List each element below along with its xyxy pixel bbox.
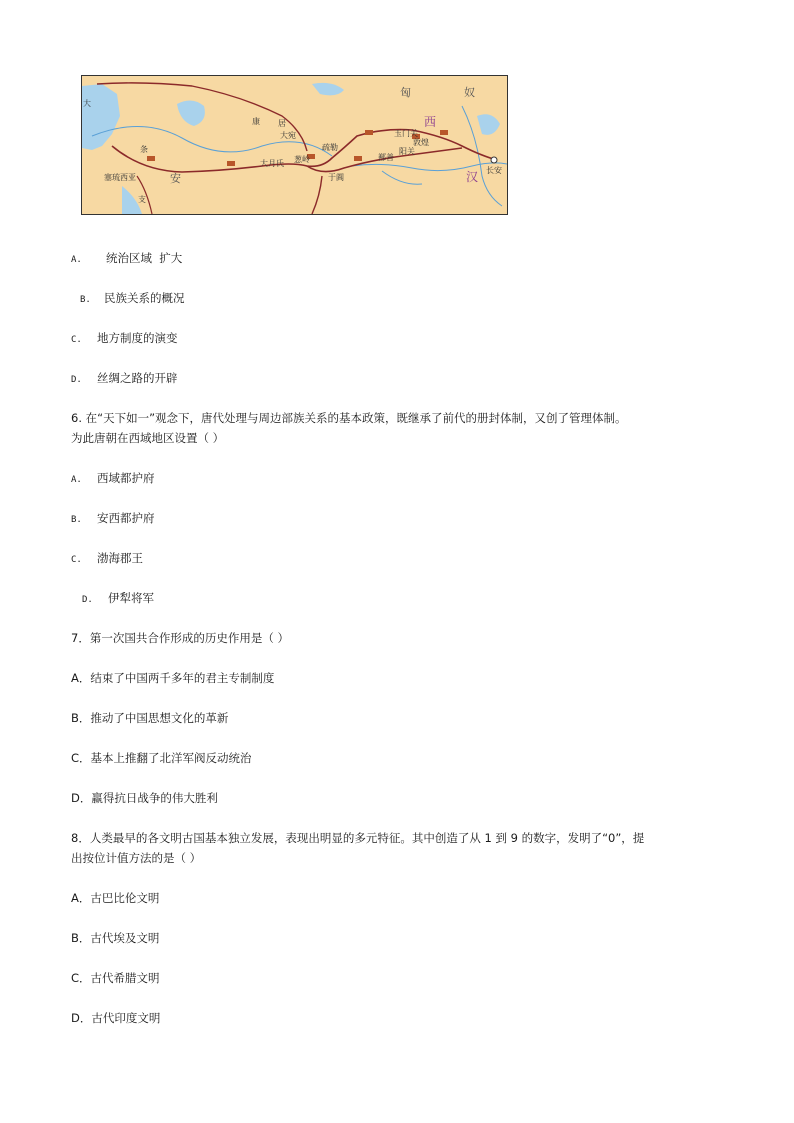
- changan-marker: [491, 157, 497, 163]
- map-label-kang: 康: [252, 117, 260, 126]
- option-text: 地方制度的演变: [97, 331, 178, 345]
- option-letter: B.: [71, 515, 82, 525]
- q6-stem-line2: 为此唐朝在西域地区设置（ ）: [71, 431, 225, 445]
- q6-option-b: [71, 511, 155, 527]
- map-label-dayuezhi: 大月氏: [260, 159, 284, 168]
- q7-option-b: B．推动了中国思想文化的革新: [71, 711, 229, 725]
- map-label-seleucia: 塞琉西亚: [104, 173, 136, 182]
- q7-stem: 7．第一次国共合作形成的历史作用是（ ）: [71, 631, 289, 645]
- option-letter: C.: [71, 555, 82, 565]
- q8-option-b: B．古代埃及文明: [71, 931, 160, 945]
- q5-option-b: [80, 291, 185, 307]
- q8-stem-line2: 出按位计值方法的是（ ）: [71, 851, 202, 865]
- map-label-yutian: 于阗: [328, 173, 344, 182]
- option-letter: C.: [71, 335, 82, 345]
- option-text: 安西都护府: [97, 511, 155, 525]
- map-graphic: [82, 76, 507, 214]
- map-label-shanshan: 鄯善: [378, 153, 394, 162]
- map-label-ju: 居: [278, 119, 286, 128]
- map-label-tiao: 条: [140, 145, 148, 154]
- q6-stem-line1: 6. 在“天下如一”观念下，唐代处理与周边部族关系的基本政策，既继承了前代的册封体制，又创了管理体制。: [71, 411, 627, 425]
- map-label-an: 安: [170, 172, 181, 185]
- option-text: 民族关系的概况: [104, 291, 185, 305]
- map-label-zhi: 支: [138, 195, 146, 204]
- map-label-shule: 疏勒: [322, 143, 338, 152]
- q6-option-c: [71, 551, 143, 567]
- q5-option-c: [71, 331, 178, 347]
- map-label-yangguan: 阳关: [399, 147, 415, 156]
- option-text: 伊犁将军: [108, 591, 154, 605]
- map-label-dawan: 大宛: [280, 131, 296, 140]
- map-label-dunhuang: 敦煌: [413, 138, 429, 147]
- map-label-changan: 长安: [486, 166, 502, 175]
- map-label-han: 汉: [466, 170, 479, 184]
- q5-option-d: [71, 371, 178, 387]
- option-text: 丝绸之路的开辟: [97, 371, 178, 385]
- q5-option-a: [71, 251, 182, 267]
- map-label-xiongnu-2: 奴: [464, 86, 475, 99]
- q8-option-a: A．古巴比伦文明: [71, 891, 160, 905]
- q6-option-d: [82, 591, 154, 607]
- q7-option-a: A．结束了中国两千多年的君主专制制度: [71, 671, 275, 685]
- option-letter: B.: [80, 295, 91, 305]
- q8-option-d: D．古代印度文明: [71, 1011, 161, 1025]
- map-label-congling: 葱岭: [294, 155, 310, 164]
- option-letter: A.: [71, 255, 82, 265]
- option-text: 西域都护府: [97, 471, 155, 485]
- option-letter: D.: [82, 595, 93, 605]
- q7-option-d: D．赢得抗日战争的伟大胜利: [71, 791, 218, 805]
- map-label-da: 大: [83, 99, 91, 108]
- option-text: 统治区域 扩大: [106, 251, 183, 265]
- silk-road-map: [81, 75, 508, 215]
- q8-option-c: C．古代希腊文明: [71, 971, 160, 985]
- q6-option-a: [71, 471, 155, 487]
- option-letter: D.: [71, 375, 82, 385]
- q7-option-c: C．基本上推翻了北洋军阀反动统治: [71, 751, 252, 765]
- q8-stem-line1: 8．人类最早的各文明古国基本独立发展，表现出明显的多元特征。其中创造了从 1 到 9 的数字，发明了“0”，提: [71, 831, 645, 845]
- option-text: 渤海郡王: [97, 551, 143, 565]
- map-label-xi: 西: [424, 115, 437, 129]
- option-letter: A.: [71, 475, 82, 485]
- map-label-xiongnu-1: 匈: [400, 86, 411, 99]
- map-label-yumenguan: 玉门关: [394, 129, 418, 138]
